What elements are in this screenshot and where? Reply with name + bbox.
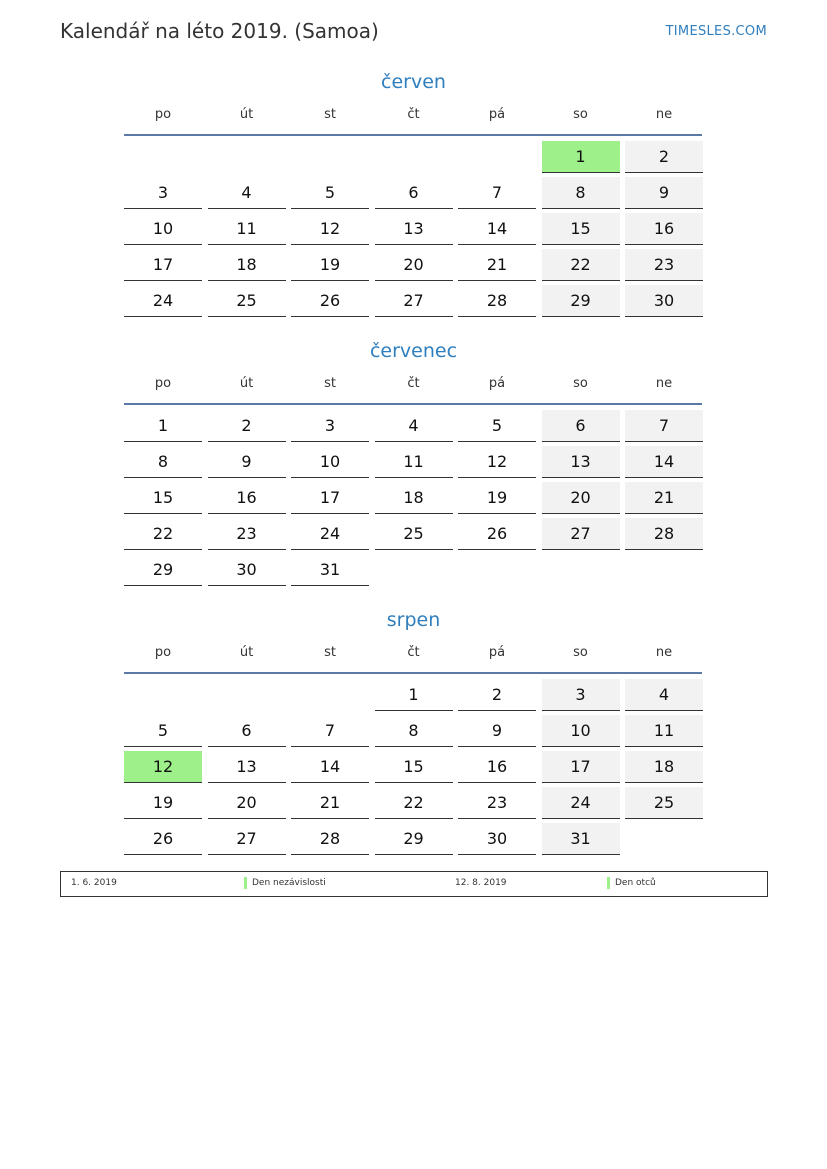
day-cell[interactable]: 21: [625, 482, 703, 514]
day-cell[interactable]: 13: [208, 751, 286, 783]
day-cell[interactable]: 7: [625, 410, 703, 442]
day-cell[interactable]: 27: [542, 518, 620, 550]
day-cell[interactable]: 13: [542, 446, 620, 478]
day-cell[interactable]: 18: [375, 482, 453, 514]
day-cell[interactable]: 19: [291, 249, 369, 281]
day-cell[interactable]: 30: [208, 554, 286, 586]
day-cell[interactable]: 14: [291, 751, 369, 783]
day-cell[interactable]: 30: [458, 823, 536, 855]
day-cell[interactable]: 16: [458, 751, 536, 783]
weekday-label: čt: [407, 376, 420, 391]
day-cell[interactable]: 3: [291, 410, 369, 442]
day-cell[interactable]: 23: [625, 249, 703, 281]
day-cell[interactable]: 11: [625, 715, 703, 747]
day-cell[interactable]: 29: [542, 285, 620, 317]
day-cell[interactable]: 21: [458, 249, 536, 281]
weekday-label: pá: [488, 645, 506, 660]
day-cell[interactable]: 29: [375, 823, 453, 855]
holiday-legend: [60, 871, 768, 897]
weekday-header: [124, 376, 702, 396]
legend-date: 12. 8. 2019: [455, 878, 507, 888]
day-cell[interactable]: 24: [542, 787, 620, 819]
weekday-label: st: [324, 107, 336, 122]
day-cell[interactable]: 22: [375, 787, 453, 819]
weekday-label: st: [324, 376, 336, 391]
day-cell[interactable]: 25: [208, 285, 286, 317]
weekday-label: pá: [488, 107, 506, 122]
day-cell[interactable]: 11: [208, 213, 286, 245]
day-cell[interactable]: 21: [291, 787, 369, 819]
weekday-label: po: [154, 376, 172, 391]
day-cell[interactable]: 13: [375, 213, 453, 245]
weekday-label: st: [324, 645, 336, 660]
month-divider: [124, 672, 702, 674]
weekday-label: ne: [655, 376, 673, 391]
day-cell[interactable]: 8: [124, 446, 202, 478]
weekday-label: po: [154, 107, 172, 122]
day-cell[interactable]: 23: [208, 518, 286, 550]
day-cell[interactable]: 17: [124, 249, 202, 281]
page-title: Kalendář na léto 2019. (Samoa): [60, 19, 379, 43]
day-cell[interactable]: 24: [124, 285, 202, 317]
day-cell[interactable]: 27: [208, 823, 286, 855]
day-cell[interactable]: 19: [458, 482, 536, 514]
day-cell[interactable]: 11: [375, 446, 453, 478]
day-cell[interactable]: 15: [124, 482, 202, 514]
month-divider: [124, 134, 702, 136]
legend-date: 1. 6. 2019: [71, 878, 117, 888]
day-cell[interactable]: 25: [625, 787, 703, 819]
day-cell[interactable]: 4: [375, 410, 453, 442]
day-cell[interactable]: 20: [542, 482, 620, 514]
day-cell[interactable]: 12: [124, 751, 202, 783]
day-cell[interactable]: 4: [208, 177, 286, 209]
day-cell[interactable]: 8: [375, 715, 453, 747]
day-cell[interactable]: 10: [124, 213, 202, 245]
weekday-label: so: [573, 107, 588, 122]
day-cell[interactable]: 6: [375, 177, 453, 209]
day-cell[interactable]: 22: [124, 518, 202, 550]
legend-marker: [607, 877, 610, 889]
weekday-header: [124, 107, 702, 127]
day-cell[interactable]: 9: [458, 715, 536, 747]
day-cell[interactable]: 3: [542, 679, 620, 711]
day-cell[interactable]: 10: [291, 446, 369, 478]
day-cell[interactable]: 2: [625, 141, 703, 173]
weekday-label: út: [239, 107, 254, 122]
day-cell[interactable]: 5: [458, 410, 536, 442]
day-cell[interactable]: 8: [542, 177, 620, 209]
day-cell[interactable]: 12: [291, 213, 369, 245]
month-name: červenec: [369, 340, 458, 362]
day-cell[interactable]: 26: [124, 823, 202, 855]
legend-marker: [244, 877, 247, 889]
day-cell[interactable]: 1: [542, 141, 620, 173]
weekday-label: ne: [655, 107, 673, 122]
day-cell[interactable]: 2: [458, 679, 536, 711]
weekday-label: út: [239, 376, 254, 391]
month-divider: [124, 403, 702, 405]
weekday-label: čt: [407, 107, 420, 122]
legend-name: Den otců: [615, 878, 656, 888]
day-cell[interactable]: 6: [542, 410, 620, 442]
day-cell[interactable]: 17: [291, 482, 369, 514]
day-cell[interactable]: 20: [375, 249, 453, 281]
day-cell[interactable]: 14: [625, 446, 703, 478]
day-cell[interactable]: 18: [208, 249, 286, 281]
weekday-label: po: [154, 645, 172, 660]
day-cell[interactable]: 29: [124, 554, 202, 586]
day-cell[interactable]: 2: [208, 410, 286, 442]
day-cell[interactable]: 30: [625, 285, 703, 317]
day-cell[interactable]: 16: [625, 213, 703, 245]
day-cell[interactable]: 1: [124, 410, 202, 442]
month-name: červen: [381, 71, 446, 93]
weekday-label: so: [573, 645, 588, 660]
weekday-header: [124, 645, 702, 665]
day-cell[interactable]: 31: [542, 823, 620, 855]
day-cell[interactable]: 5: [291, 177, 369, 209]
day-cell[interactable]: 26: [458, 518, 536, 550]
brand-link[interactable]: TIMESLES.COM: [665, 24, 767, 39]
day-cell[interactable]: 18: [625, 751, 703, 783]
weekday-label: pá: [488, 376, 506, 391]
day-cell[interactable]: 1: [375, 679, 453, 711]
day-cell[interactable]: 19: [124, 787, 202, 819]
month-name: srpen: [386, 609, 441, 631]
day-cell[interactable]: 20: [208, 787, 286, 819]
day-cell[interactable]: 16: [208, 482, 286, 514]
day-cell[interactable]: 6: [208, 715, 286, 747]
day-cell[interactable]: 27: [375, 285, 453, 317]
day-cell[interactable]: 31: [291, 554, 369, 586]
day-cell[interactable]: 10: [542, 715, 620, 747]
day-cell[interactable]: 7: [458, 177, 536, 209]
weekday-label: čt: [407, 645, 420, 660]
weekday-label: ne: [655, 645, 673, 660]
day-cell[interactable]: 7: [291, 715, 369, 747]
day-cell[interactable]: 5: [124, 715, 202, 747]
day-cell[interactable]: 15: [375, 751, 453, 783]
day-cell[interactable]: 26: [291, 285, 369, 317]
day-cell[interactable]: 24: [291, 518, 369, 550]
day-cell[interactable]: 15: [542, 213, 620, 245]
day-cell[interactable]: 3: [124, 177, 202, 209]
legend-name: Den nezávislosti: [252, 878, 326, 888]
day-cell[interactable]: 28: [458, 285, 536, 317]
day-cell[interactable]: 9: [625, 177, 703, 209]
weekday-label: so: [573, 376, 588, 391]
day-cell[interactable]: 4: [625, 679, 703, 711]
day-cell[interactable]: 12: [458, 446, 536, 478]
day-cell[interactable]: 28: [625, 518, 703, 550]
day-cell[interactable]: 22: [542, 249, 620, 281]
day-cell[interactable]: 9: [208, 446, 286, 478]
day-cell[interactable]: 23: [458, 787, 536, 819]
day-cell[interactable]: 17: [542, 751, 620, 783]
weekday-label: út: [239, 645, 254, 660]
day-cell[interactable]: 28: [291, 823, 369, 855]
day-cell[interactable]: 14: [458, 213, 536, 245]
day-cell[interactable]: 25: [375, 518, 453, 550]
